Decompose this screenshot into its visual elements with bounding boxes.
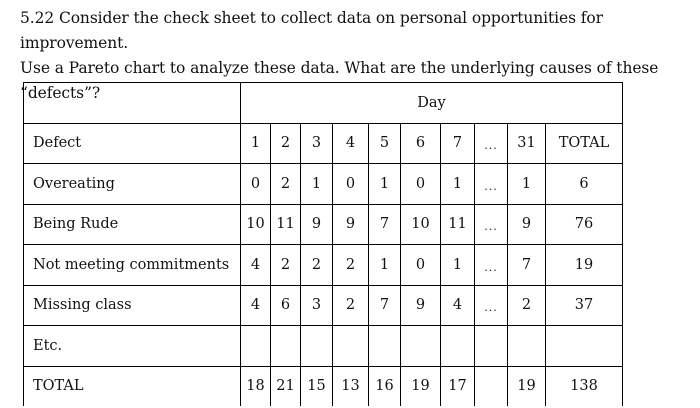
cell-text: 2 [345, 256, 356, 273]
table-cell [333, 245, 369, 286]
table-cell [546, 326, 623, 367]
table-cell [401, 245, 441, 286]
cell-text: 19 [574, 256, 594, 273]
cell-text: 1 [250, 135, 261, 152]
table-cell [475, 245, 508, 286]
table-cell [333, 204, 369, 245]
cell-text: 21 [276, 378, 295, 395]
table-cell [508, 164, 546, 205]
row-label [24, 204, 241, 245]
table-header-day-row [24, 83, 623, 124]
cell-text: 9 [415, 297, 426, 314]
column-header-day [546, 123, 623, 164]
table-row [24, 204, 623, 245]
question-line-2: Use a Pareto chart to analyze these data. What are the underlying causes of these “defects”? [20, 59, 659, 102]
cell-text: Missing class [33, 297, 132, 314]
table-header-row [24, 123, 623, 164]
cell-text: Etc. [33, 337, 63, 354]
table-cell [271, 366, 301, 406]
cell-text: 7 [452, 135, 463, 152]
table-cell [546, 285, 623, 326]
cell-text: 2 [345, 297, 356, 314]
table-cell [333, 285, 369, 326]
cell-text: 7 [379, 216, 390, 233]
table-cell [271, 204, 301, 245]
table-cell [271, 326, 301, 367]
cell-text: 19 [411, 378, 430, 395]
cell-text: 4 [250, 256, 261, 273]
table-cell [475, 366, 508, 406]
table-row [24, 245, 623, 286]
row-label [24, 366, 241, 406]
cell-text: 0 [250, 175, 261, 192]
table-cell [301, 245, 333, 286]
cell-text: 11 [448, 216, 467, 233]
cell-text: 17 [448, 378, 467, 395]
table-cell [301, 285, 333, 326]
table-body [24, 83, 623, 407]
cell-text: 76 [574, 216, 594, 233]
cell-text: 16 [375, 378, 394, 395]
table-cell [271, 285, 301, 326]
column-header-defect [24, 123, 241, 164]
table-cell [441, 204, 475, 245]
cell-text: 3 [311, 297, 322, 314]
cell-text: 13 [341, 378, 360, 395]
table-cell [241, 366, 271, 406]
cell-text: 9 [521, 216, 532, 233]
table-cell [369, 366, 401, 406]
table-row [24, 164, 623, 205]
cell-text: 6 [579, 175, 589, 192]
table-cell [441, 164, 475, 205]
table-cell [401, 164, 441, 205]
cell-text: 3 [311, 135, 322, 152]
table-cell [401, 326, 441, 367]
table-cell [508, 204, 546, 245]
table-cell [369, 245, 401, 286]
cell-text: 0 [415, 256, 426, 273]
table-cell [508, 326, 546, 367]
table-cell [241, 204, 271, 245]
cell-text: 1 [452, 175, 463, 192]
table-cell [301, 326, 333, 367]
column-header-day [271, 123, 301, 164]
table-cell [241, 245, 271, 286]
ellipsis-text: ... [484, 301, 498, 315]
cell-text: 2 [311, 256, 322, 273]
check-sheet-table [23, 82, 623, 406]
table-cell [546, 204, 623, 245]
cell-text: 18 [246, 378, 265, 395]
cell-text: 9 [311, 216, 322, 233]
row-label [24, 164, 241, 205]
table-cell [271, 164, 301, 205]
table-cell [441, 245, 475, 286]
cell-text: 0 [415, 175, 426, 192]
cell-text: 15 [307, 378, 326, 395]
table-cell [475, 204, 508, 245]
table-cell [441, 326, 475, 367]
cell-text: 1 [379, 175, 390, 192]
cell-text: 9 [345, 216, 356, 233]
cell-text: 7 [521, 256, 532, 273]
day-group-header: Day [241, 83, 623, 124]
cell-text: 138 [570, 378, 598, 395]
column-header-day [369, 123, 401, 164]
cell-text: 1 [452, 256, 463, 273]
cell-text: 19 [517, 378, 536, 395]
table-cell [301, 204, 333, 245]
table-cell [401, 366, 441, 406]
table-cell [546, 366, 623, 406]
column-header-day [401, 123, 441, 164]
cell-text: TOTAL [33, 378, 84, 395]
table-cell [546, 245, 623, 286]
column-header-day [508, 123, 546, 164]
table-row [24, 366, 623, 406]
cell-text: 10 [411, 216, 430, 233]
table-cell [475, 164, 508, 205]
table-cell [369, 326, 401, 367]
table-cell [441, 366, 475, 406]
table-cell [508, 285, 546, 326]
ellipsis-text: ... [484, 260, 498, 274]
cell-text: 1 [521, 175, 532, 192]
column-header-day [333, 123, 369, 164]
column-header-day [301, 123, 333, 164]
table-cell [241, 285, 271, 326]
cell-text: TOTAL [558, 135, 610, 152]
cell-text: 37 [574, 297, 594, 314]
cell-text: 10 [246, 216, 265, 233]
cell-text: 2 [280, 256, 291, 273]
cell-text: 2 [521, 297, 532, 314]
table-cell [369, 285, 401, 326]
ellipsis-text: ... [484, 220, 498, 234]
table-cell [241, 326, 271, 367]
table-row [24, 326, 623, 367]
cell-text: 0 [345, 175, 356, 192]
question-line-1: 5.22 Consider the check sheet to collect data on personal opportunities for improvement. [20, 9, 603, 52]
cell-text: Overeating [33, 175, 115, 192]
ellipsis-text: ... [484, 179, 498, 193]
table-row [24, 285, 623, 326]
cell-text: 6 [415, 135, 426, 152]
cell-text: 2 [280, 175, 291, 192]
table-cell [301, 164, 333, 205]
table-cell [333, 366, 369, 406]
column-header-day [241, 123, 271, 164]
table-cell [475, 285, 508, 326]
table-cell [369, 204, 401, 245]
table-cell [401, 204, 441, 245]
table-cell [271, 245, 301, 286]
cell-text: 1 [311, 175, 322, 192]
cell-text: 1 [379, 256, 390, 273]
column-header-day [441, 123, 475, 164]
empty-corner-cell [24, 83, 241, 124]
table-cell [401, 285, 441, 326]
table-cell [508, 366, 546, 406]
column-header-day [475, 123, 508, 164]
row-label [24, 326, 241, 367]
table-cell [475, 326, 508, 367]
table-cell [333, 164, 369, 205]
cell-text: 4 [345, 135, 356, 152]
cell-text: Being Rude [33, 216, 119, 233]
cell-text: 31 [517, 135, 536, 152]
table-cell [546, 164, 623, 205]
cell-text: 4 [452, 297, 463, 314]
cell-text: 4 [250, 297, 261, 314]
table-cell [369, 164, 401, 205]
cell-text: 5 [379, 135, 390, 152]
table-cell [508, 245, 546, 286]
cell-text: Defect [33, 135, 82, 152]
cell-text: 11 [276, 216, 295, 233]
table-cell [333, 326, 369, 367]
ellipsis-text: ... [484, 139, 498, 153]
table-cell [301, 366, 333, 406]
cell-text: 7 [379, 297, 390, 314]
cell-text: 2 [280, 135, 291, 152]
table-cell [441, 285, 475, 326]
row-label [24, 245, 241, 286]
table-cell [241, 164, 271, 205]
row-label [24, 285, 241, 326]
cell-text: 6 [280, 297, 291, 314]
cell-text: Not meeting commitments [33, 256, 230, 273]
